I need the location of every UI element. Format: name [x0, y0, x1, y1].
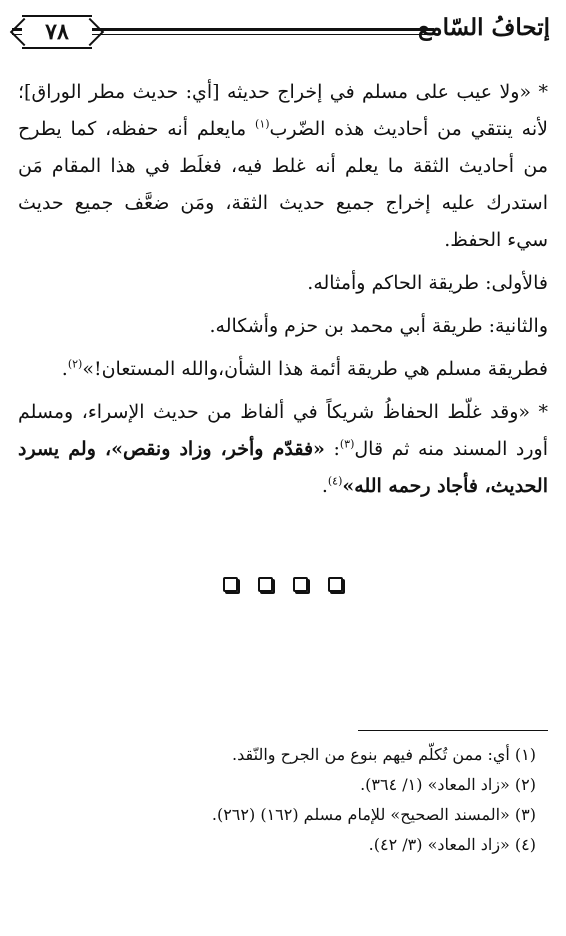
- paragraph-5-end: .: [321, 475, 328, 497]
- footnote-ref-1: (١): [255, 117, 270, 131]
- paragraph-5-quote: «فقدّم وأخر، وزاد ونقص»، ولم يسرد الحديث، فأجاد رحمه الله»: [18, 438, 548, 497]
- paragraph-3: والثانية: طريقة أبي محمد بن حزم وأشكاله.: [209, 315, 548, 337]
- paragraph-5-colon: :: [324, 438, 340, 460]
- paragraph-5-text: * «وقد غلّط الحفاظُ شريكاً في ألفاظ من حديث الإسراء، ومسلم أورد المسند منه ثم قال: [18, 401, 548, 460]
- footnotes: [20, 740, 536, 860]
- paragraph-2: فالأولى: طريقة الحاكم وأمثاله.: [307, 272, 548, 294]
- separator-square-icon: [328, 577, 343, 592]
- separator-square-icon: [258, 577, 273, 592]
- paragraph-1-rest: مايعلم أنه حفظه، كما يطرح من أحاديث الثقة ما يعلم أنه غلط فيه، فغلَط في هذا المقام مَن استدرك عليه إخراج جميع حديث الثقة، ومَن ضعَّف جميع حديث سيء الحفظ.: [18, 118, 548, 251]
- footnote-3: (٣) «المسند الصحيح» للإمام مسلم (١٦٢) (٢٦٢).: [211, 805, 536, 824]
- footnote-divider: [358, 730, 548, 731]
- paragraph-4: [18, 351, 548, 388]
- paragraph-4-end: .: [61, 358, 68, 380]
- separator-square-icon: [293, 577, 308, 592]
- separator-square-icon: [223, 577, 238, 592]
- footnote-2: (٢) «زاد المعاد» (١/ ٣٦٤).: [360, 775, 536, 794]
- footnote-ref-3: (٣): [339, 437, 355, 451]
- page-number: ٧٨: [45, 19, 69, 45]
- book-title: إتحافُ السّامع: [418, 14, 550, 41]
- paragraph-5: [18, 394, 548, 505]
- paragraph-1: [18, 74, 548, 259]
- footnote-ref-2: (٢): [67, 357, 83, 371]
- footnote-ref-4: (٤): [327, 474, 343, 488]
- footnote-1: (١) أي: ممن تُكلّم فيهم بنوع من الجرح والنّقد.: [232, 745, 536, 764]
- section-separator: [0, 577, 566, 592]
- page-header: [12, 12, 554, 50]
- footnote-4: (٤) «زاد المعاد» (٣/ ٤٢).: [368, 835, 536, 854]
- page-number-badge: [22, 15, 92, 49]
- main-text: [18, 74, 548, 511]
- paragraph-4-text: فطريقة مسلم هي طريقة أئمة هذا الشأن،والله المستعان!»: [82, 358, 548, 380]
- paragraph-1-text: * «ولا عيب على مسلم في إخراج حديثه [أي: حديث مطر الوراق]؛ لأنه ينتقي من أحاديث هذه الضّرب: [18, 81, 548, 140]
